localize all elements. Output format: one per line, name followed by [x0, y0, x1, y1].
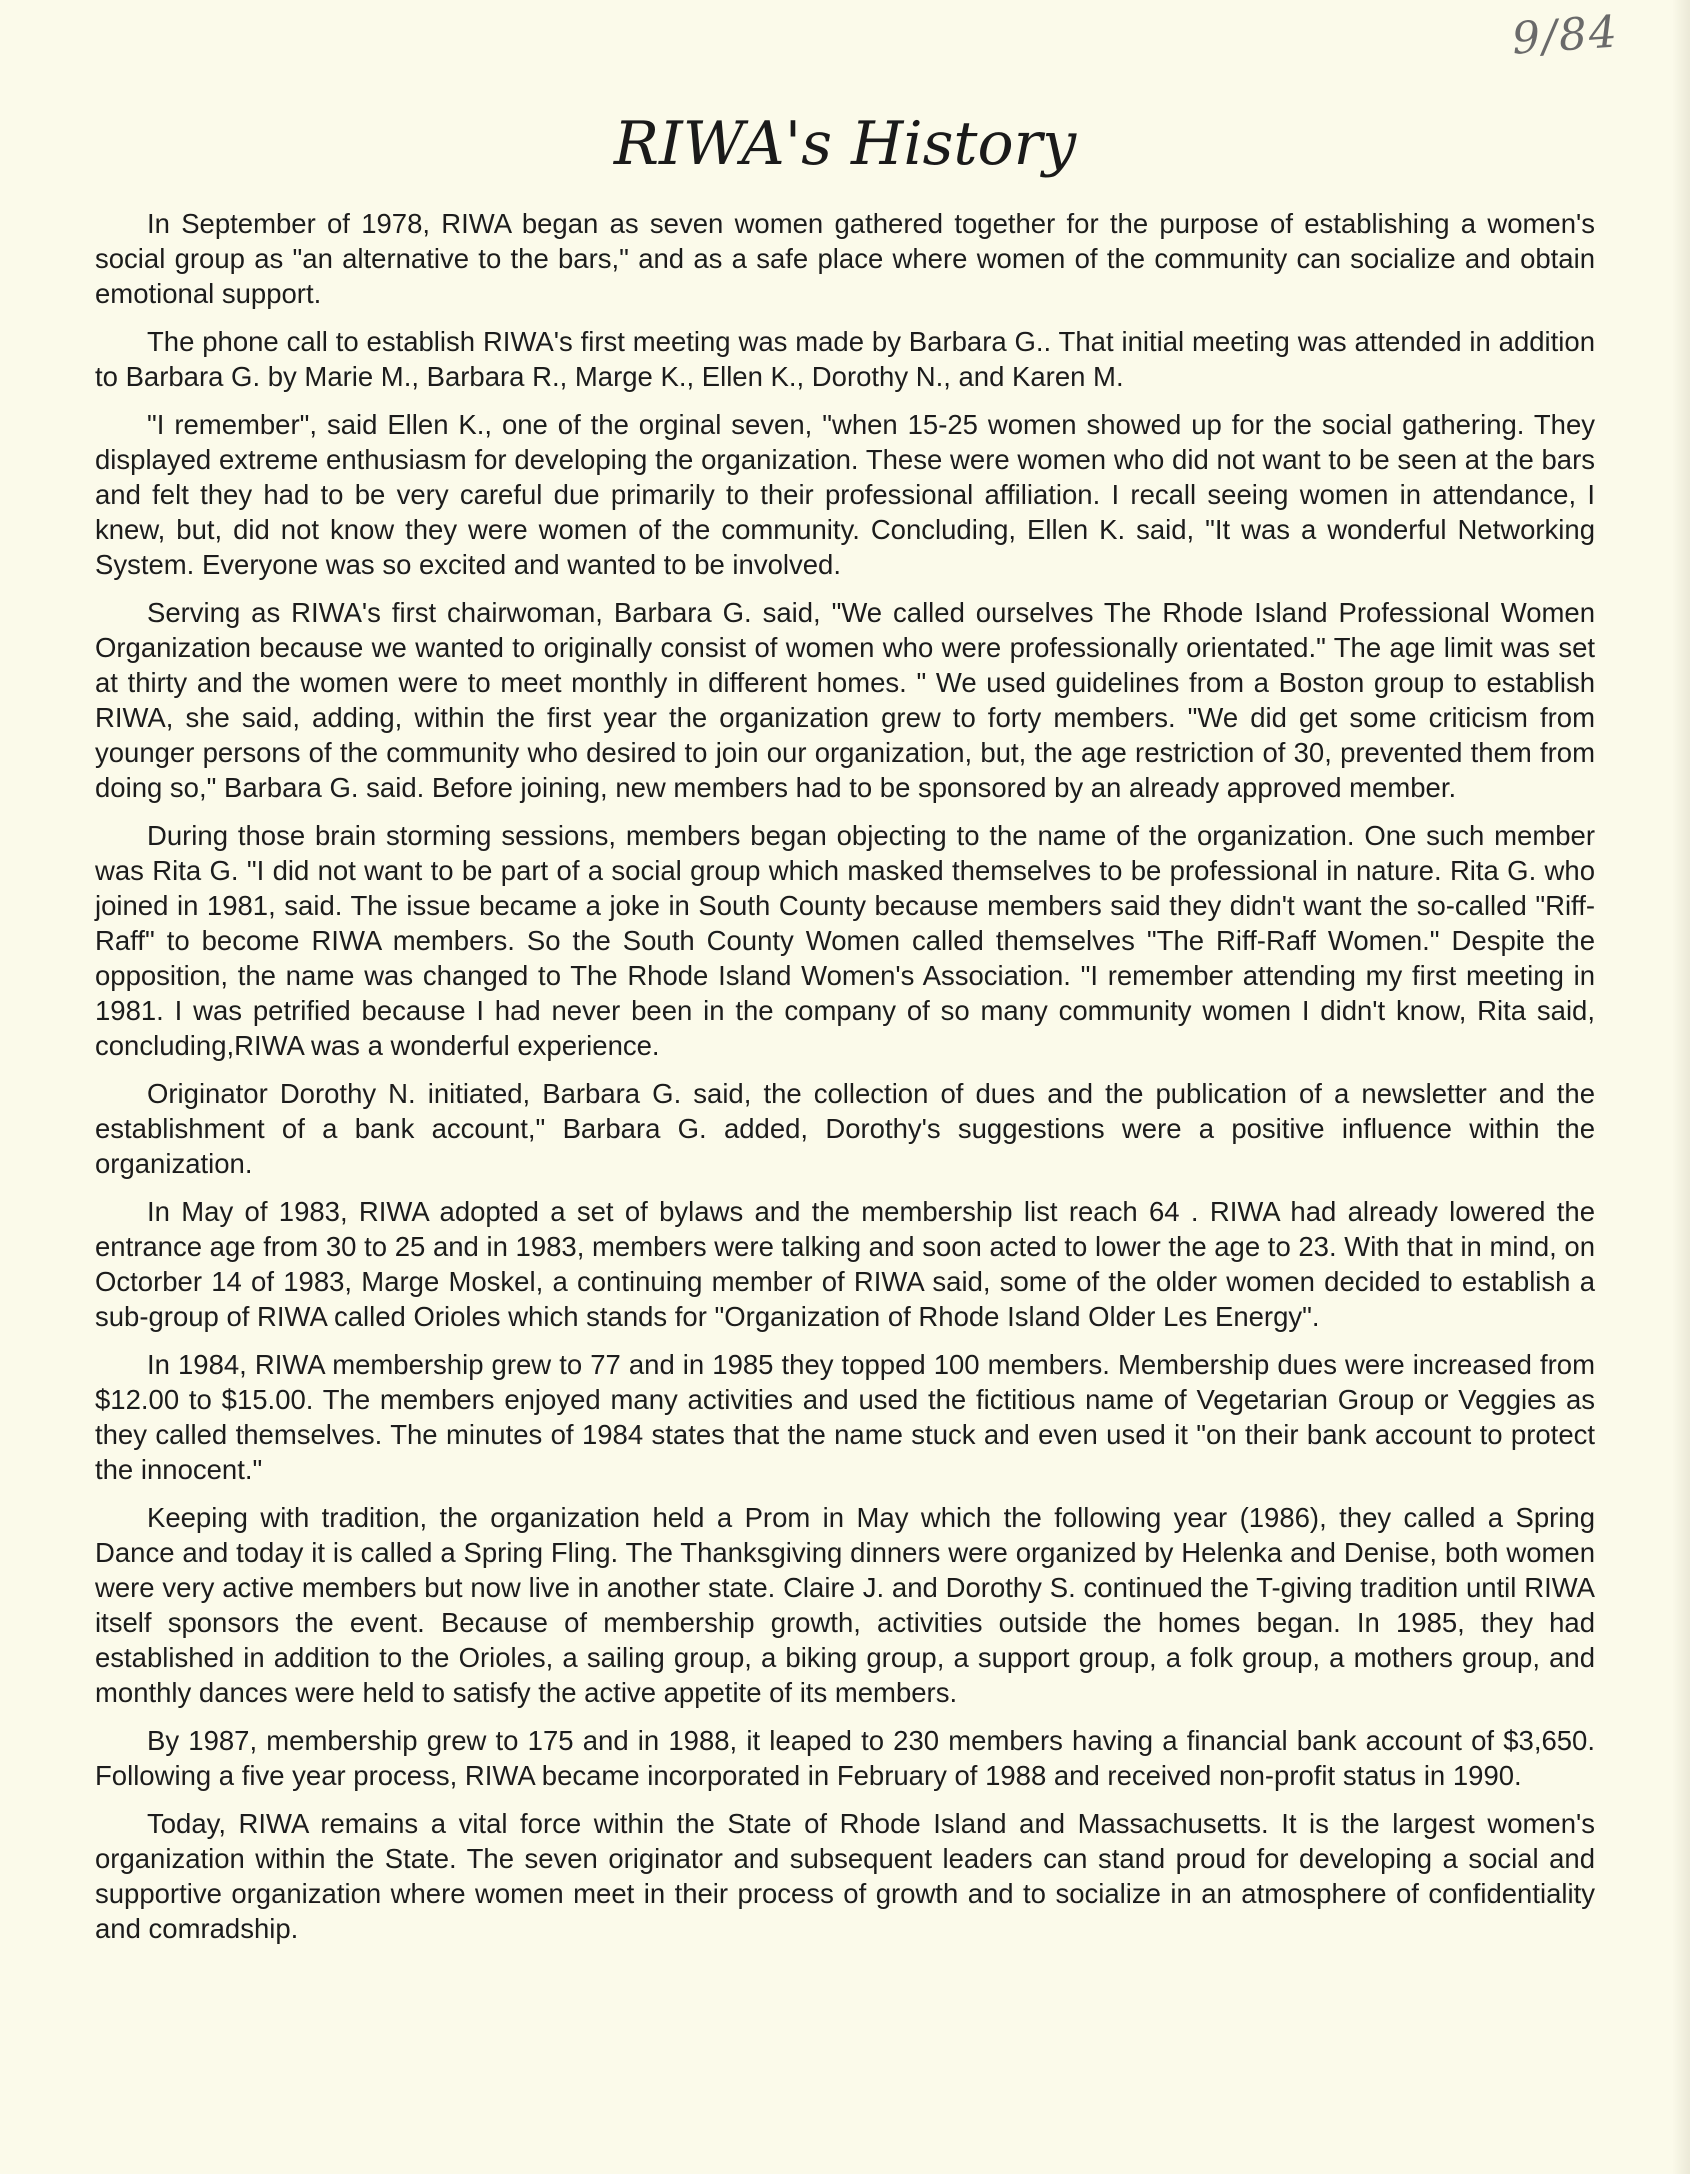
document-body	[95, 206, 1595, 1959]
paragraph-name-change: During those brain storming sessions, members began objecting to the name of the organization. One such member was Rita G. "I did not want to be part of a social group which masked themselves to be professional in nature. Rita G. who joined in 1981, said. The issue became a joke in South County because members said they didn't want the so-called "Riff-Raff" to become RIWA members. So the South County Women called themselves "The Riff-Raff Women." Despite the opposition, the name was changed to The Rhode Island Women's Association. "I remember attending my first meeting in 1981. I was petrified because I had never been in the company of so many community women I didn't know, Rita said, concluding,RIWA was a wonderful experience.	[95, 820, 1595, 1061]
paragraph-membership-growth: In 1984, RIWA membership grew to 77 and in 1985 they topped 100 members. Membership dues were increased from $12.00 to $15.00. The members enjoyed many activities and used the fictitious name of Vegetarian Group or Veggies as they called themselves. The minutes of 1984 states that the name stuck and even used it "on their bank account to protect the innocent."	[95, 1349, 1595, 1485]
paragraph-founding: In September of 1978, RIWA began as seven women gathered together for the purpose of establishing a women's social group as "an alternative to the bars," and as a safe place where women of the community can socialize and obtain emotional support.	[95, 208, 1595, 309]
paragraph-incorporation: By 1987, membership grew to 175 and in 1988, it leaped to 230 members having a financial bank account of $3,650. Following a five year process, RIWA became incorporated in February of 1988 and received non-profit status in 1990.	[95, 1725, 1595, 1791]
paragraph-dues-newsletter: Originator Dorothy N. initiated, Barbara G. said, the collection of dues and the publication of a newsletter and the establishment of a bank account," Barbara G. added, Dorothy's suggestions were a positive influence within the organization.	[95, 1078, 1595, 1179]
page-edge-shadow	[1672, 0, 1690, 2174]
paragraph-bylaws-orioles: In May of 1983, RIWA adopted a set of bylaws and the membership list reach 64 . RIWA had already lowered the entrance age from 30 to 25 and in 1983, members were talking and soon acted to lower the age to 23. With that in mind, on Octorber 14 of 1983, Marge Moskel, a continuing member of RIWA said, some of the older women decided to establish a sub-group of RIWA called Orioles which stands for "Organization of Rhode Island Older Les Energy".	[95, 1196, 1595, 1332]
handwritten-date-note: 9/84	[1510, 6, 1621, 65]
page-title: RIWA's History	[613, 109, 1077, 179]
paragraph-ellen-recollection: "I remember", said Ellen K., one of the orginal seven, "when 15-25 women showed up for the social gathering. They displayed extreme enthusiasm for developing the organization. These were women who did not want to be seen at the bars and felt they had to be very careful due primarily to their professional affiliation. I recall seeing women in attendance, I knew, but, did not know they were women of the community. Concluding, Ellen K. said, "It was a wonderful Networking System. Everyone was so excited and wanted to be involved.	[95, 409, 1595, 580]
paragraph-first-chairwoman: Serving as RIWA's first chairwoman, Barbara G. said, "We called ourselves The Rhode Island Professional Women Organization because we wanted to originally consist of women who were professionally orientated." The age limit was set at thirty and the women were to meet monthly in different homes. " We used guidelines from a Boston group to establish RIWA, she said, adding, within the first year the organization grew to forty members. "We did get some criticism from younger persons of the community who desired to join our organization, but, the age restriction of 30, prevented them from doing so," Barbara G. said. Before joining, new members had to be sponsored by an already approved member.	[95, 597, 1595, 803]
paragraph-first-meeting: The phone call to establish RIWA's first meeting was made by Barbara G.. That initial meeting was attended in addition to Barbara G. by Marie M., Barbara R., Marge K., Ellen K., Dorothy N., and Karen M.	[95, 326, 1595, 392]
paragraph-today: Today, RIWA remains a vital force within the State of Rhode Island and Massachusetts. It is the largest women's organization within the State. The seven originator and subsequent leaders can stand proud for developing a social and supportive organization where women meet in their process of growth and to socialize in an atmosphere of confidentiality and comradship.	[95, 1808, 1595, 1944]
paragraph-traditions: Keeping with tradition, the organization held a Prom in May which the following year (1986), they called a Spring Dance and today it is called a Spring Fling. The Thanksgiving dinners were organized by Helenka and Denise, both women were very active members but now live in another state. Claire J. and Dorothy S. continued the T-giving tradition until RIWA itself sponsors the event. Because of membership growth, activities outside the homes began. In 1985, they had established in addition to the Orioles, a sailing group, a biking group, a support group, a folk group, a mothers group, and monthly dances were held to satisfy the active appetite of its members.	[95, 1502, 1595, 1708]
